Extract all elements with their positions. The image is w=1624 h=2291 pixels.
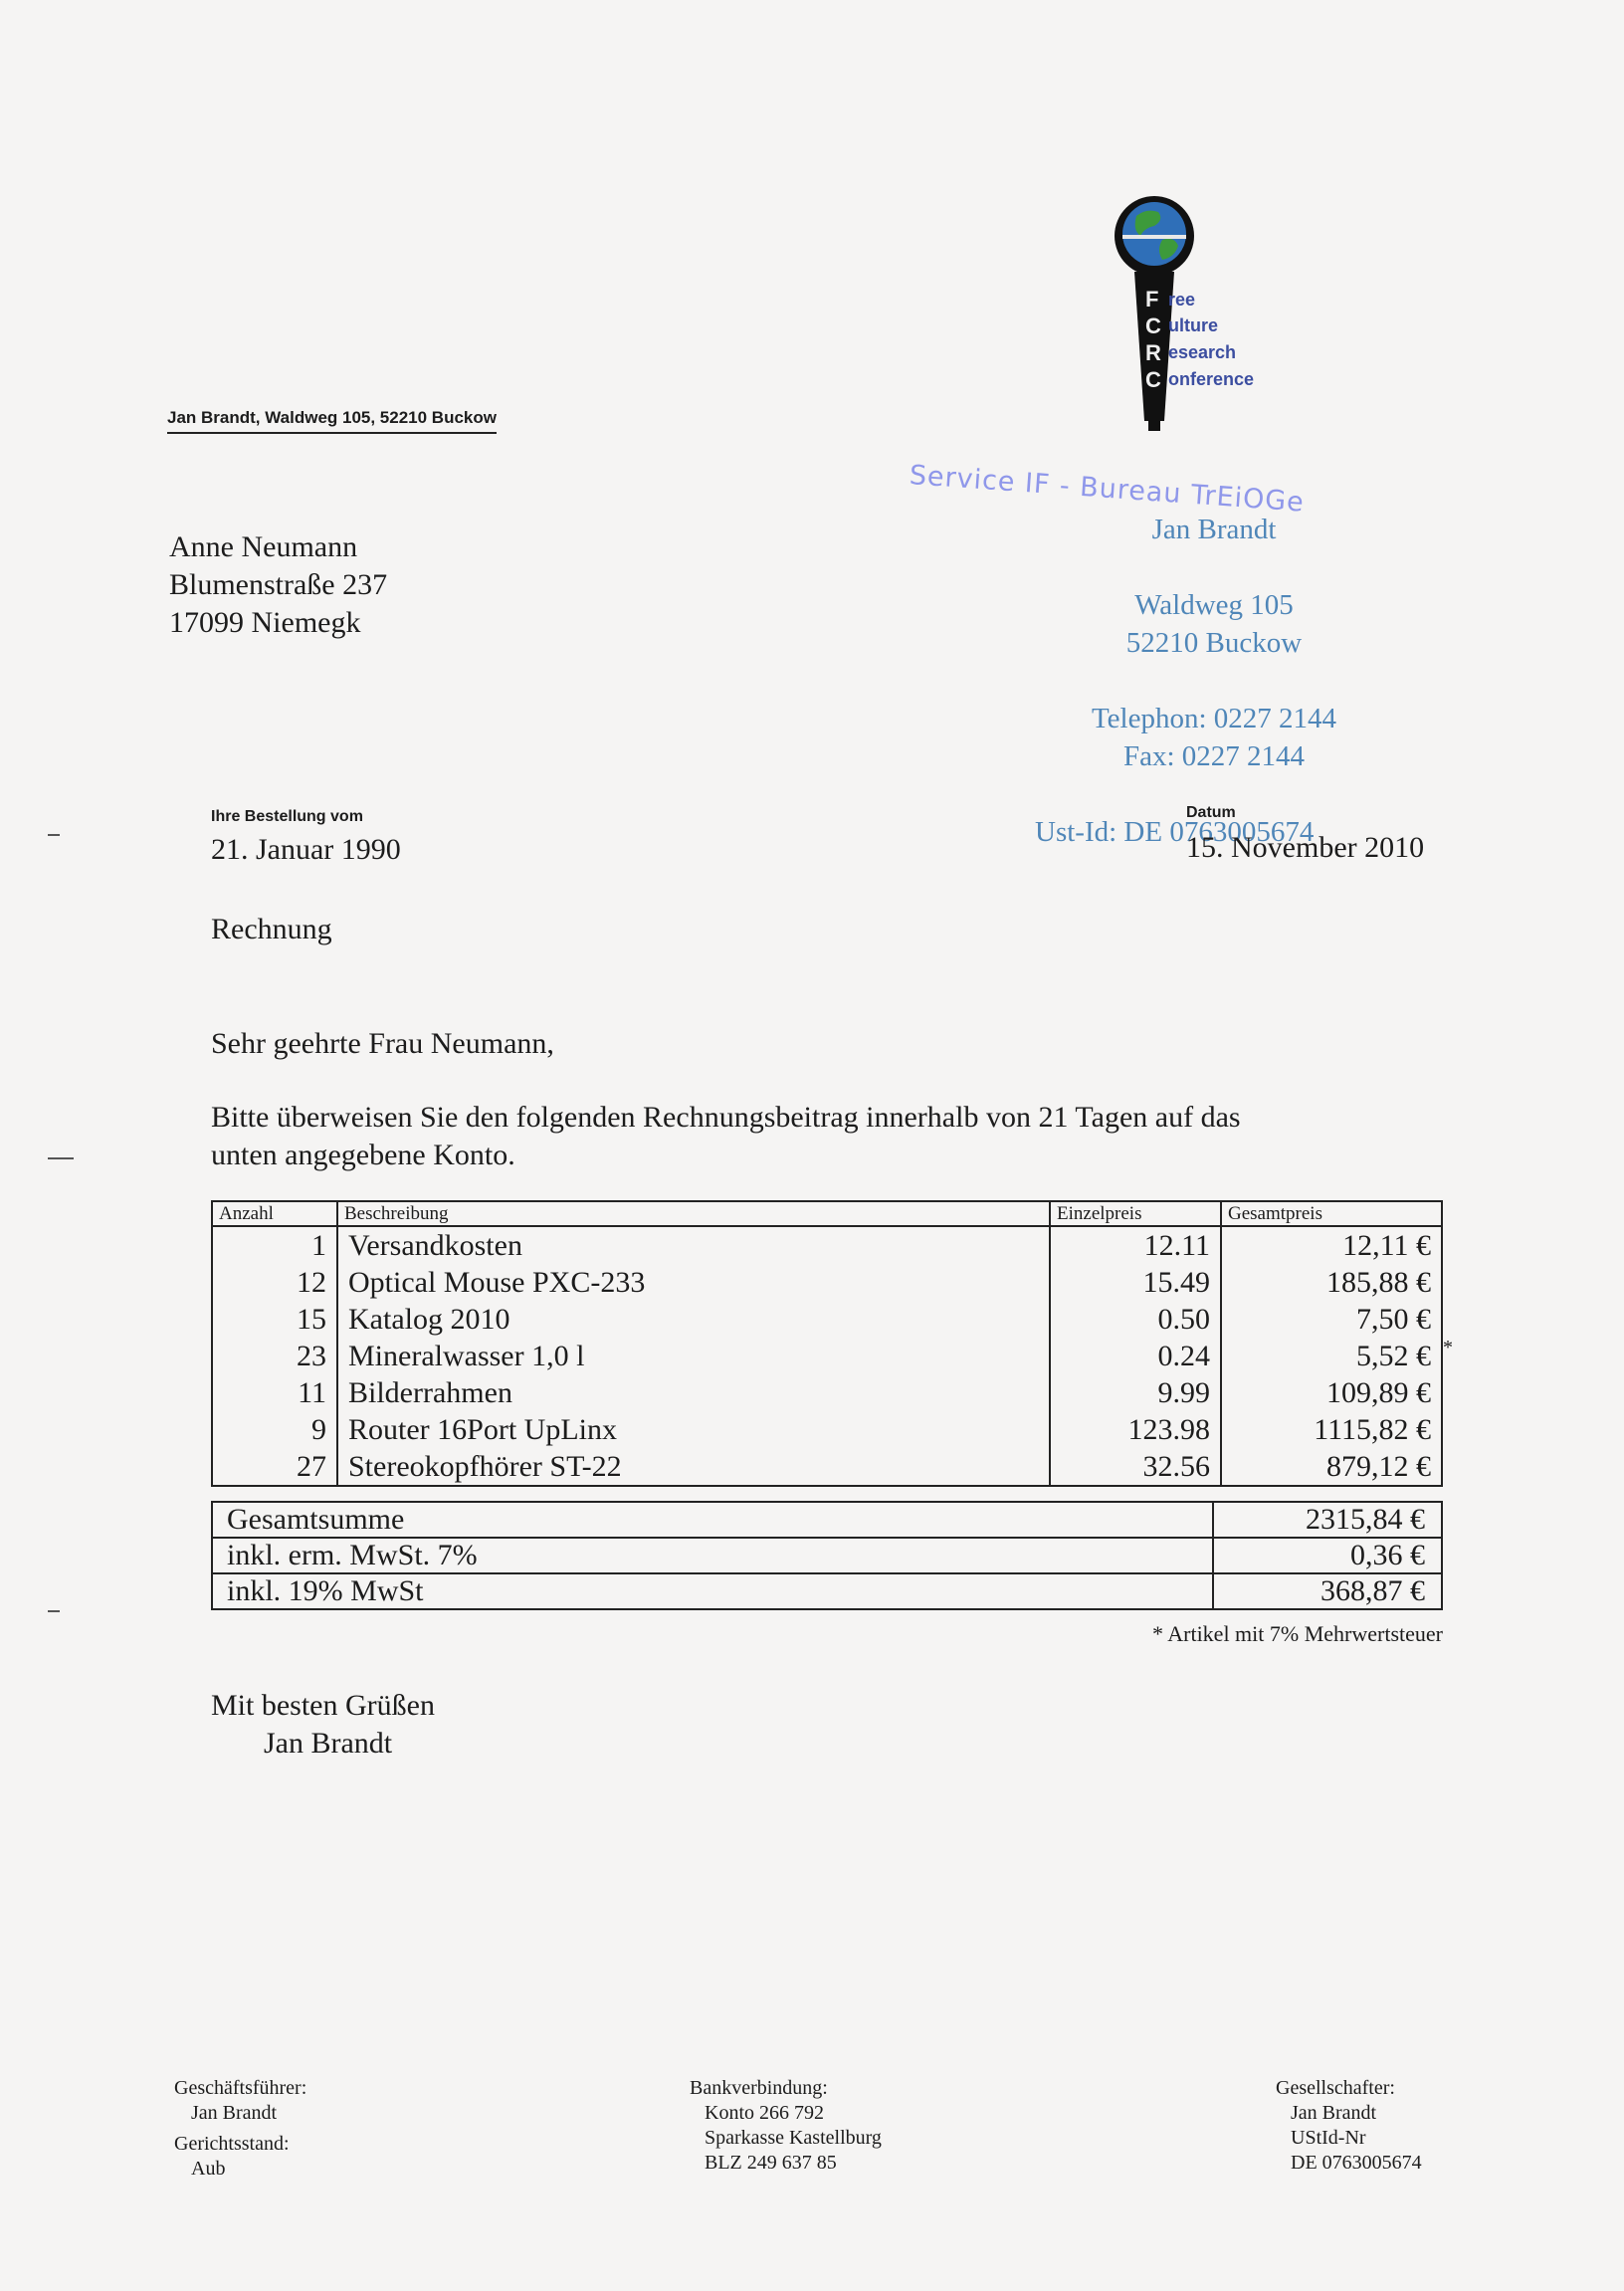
row-total-price: 7,50 €	[1221, 1301, 1442, 1338]
vat19-row	[212, 1573, 1442, 1609]
row-unit-price: 32.56	[1050, 1448, 1221, 1486]
invoice-date-label: Datum	[1186, 804, 1236, 821]
row-qty: 11	[212, 1374, 337, 1411]
row-qty: 15	[212, 1301, 337, 1338]
sender-phone: Telephon: 0227 2144	[1091, 703, 1337, 734]
row-description: Katalog 2010	[337, 1301, 1050, 1338]
total-label: Gesamtsumme	[212, 1502, 1213, 1538]
row-description: Stereokopfhörer ST-22	[337, 1448, 1050, 1486]
logo-letter-r: R	[1145, 340, 1161, 365]
logo-word-1: ree	[1168, 290, 1196, 310]
vat7-row	[212, 1538, 1442, 1573]
footer-left	[174, 2076, 306, 2182]
logo-letter-f: F	[1145, 287, 1159, 312]
logo-word-3: esearch	[1168, 342, 1237, 362]
row-unit-price: 12.11	[1050, 1226, 1221, 1264]
totals-table	[211, 1501, 1443, 1610]
footer-bank-blz: BLZ 249 637 85	[705, 2152, 837, 2174]
vat7-label: inkl. erm. MwSt. 7%	[212, 1538, 1213, 1573]
vat7-value: 0,36 €	[1213, 1538, 1442, 1573]
table-row	[212, 1448, 1442, 1486]
sender-name: Jan Brandt	[1151, 514, 1277, 545]
row-total-price: 1115,82 €	[1221, 1411, 1442, 1448]
row-unit-price: 0.24	[1050, 1338, 1221, 1374]
row-qty: 12	[212, 1264, 337, 1301]
footer-right	[1276, 2076, 1422, 2176]
footer-ustid-label: UStId-Nr	[1291, 2127, 1366, 2149]
table-body	[212, 1226, 1453, 1486]
fold-mark-bottom	[48, 1610, 60, 1612]
service-stamp: Service IF - Bureau TrEiOGe	[908, 460, 1306, 519]
row-total-price: 185,88 €	[1221, 1264, 1442, 1301]
row-description: Optical Mouse PXC-233	[337, 1264, 1050, 1301]
sender-city: 52210 Buckow	[1125, 627, 1303, 659]
reduced-vat-mark: *	[1443, 1337, 1453, 1358]
recipient-name: Anne Neumann	[169, 530, 358, 563]
closing: Mit besten Grüßen	[211, 1689, 435, 1722]
table-row	[212, 1301, 1442, 1338]
order-date-label: Ihre Bestellung vom	[211, 808, 363, 825]
row-total-price: 5,52 € *	[1221, 1338, 1442, 1374]
footer-bank-name: Sparkasse Kastellburg	[705, 2127, 882, 2149]
invoice-date: 15. November 2010	[1186, 831, 1425, 864]
row-description: Bilderrahmen	[337, 1374, 1050, 1411]
footer-partner-name: Jan Brandt	[1291, 2102, 1377, 2124]
header-description: Beschreibung	[337, 1201, 1050, 1226]
total-value: 2315,84 €	[1213, 1502, 1442, 1538]
table-row	[212, 1264, 1442, 1301]
body-text	[211, 1099, 1241, 1174]
table-row	[212, 1411, 1442, 1448]
body-line-2: unten angegebene Konto.	[211, 1139, 515, 1171]
total-row	[212, 1502, 1442, 1538]
table-row	[212, 1374, 1442, 1411]
header-total-price: Gesamtpreis	[1221, 1201, 1442, 1226]
footer-center	[690, 2076, 882, 2176]
recipient-city: 17099 Niemegk	[169, 606, 361, 639]
order-date: 21. Januar 1990	[211, 833, 401, 866]
vat19-value: 368,87 €	[1213, 1573, 1442, 1609]
sender-street: Waldweg 105	[1134, 589, 1294, 621]
footer-ustid-value: DE 0763005674	[1291, 2152, 1422, 2174]
row-unit-price: 123.98	[1050, 1411, 1221, 1448]
logo-word-4: onference	[1168, 369, 1255, 389]
table-header-row	[212, 1201, 1442, 1226]
logo-word-2: ulture	[1168, 315, 1219, 335]
row-description: Router 16Port UpLinx	[337, 1411, 1050, 1448]
row-qty: 9	[212, 1411, 337, 1448]
fcrc-logo	[1105, 194, 1274, 438]
sender-ustid: Ust-Id: DE 0763005674	[1035, 816, 1315, 848]
subject: Rechnung	[211, 913, 332, 945]
row-total-price: 879,12 €	[1221, 1448, 1442, 1486]
header-unit-price: Einzelpreis	[1050, 1201, 1221, 1226]
footer-partner-label: Gesellschafter:	[1276, 2077, 1395, 2099]
row-unit-price: 9.99	[1050, 1374, 1221, 1411]
invoice-items-table	[211, 1200, 1453, 1487]
row-qty: 1	[212, 1226, 337, 1264]
table-row	[212, 1338, 1442, 1374]
punch-mark	[48, 1157, 74, 1159]
salutation: Sehr geehrte Frau Neumann,	[211, 1027, 554, 1060]
footer-bank-account: Konto 266 792	[705, 2102, 824, 2124]
footer-court-name: Aub	[191, 2158, 226, 2180]
logo-letters	[1145, 286, 1161, 393]
row-description: Versandkosten	[337, 1226, 1050, 1264]
row-description: Mineralwasser 1,0 l	[337, 1338, 1050, 1374]
logo-letter-c2: C	[1145, 367, 1161, 392]
footer-ceo-label: Geschäftsführer:	[174, 2077, 307, 2099]
return-address: Jan Brandt, Waldweg 105, 52210 Buckow	[167, 408, 497, 434]
footer-ceo-name: Jan Brandt	[191, 2102, 278, 2124]
sender-block	[995, 514, 1433, 778]
footer-bank-label: Bankverbindung:	[690, 2077, 828, 2099]
row-unit-price: 15.49	[1050, 1264, 1221, 1301]
header-qty: Anzahl	[212, 1201, 337, 1226]
recipient-street: Blumenstraße 237	[169, 568, 388, 601]
fold-mark-top	[48, 834, 60, 836]
recipient-address	[169, 528, 387, 642]
row-unit-price: 0.50	[1050, 1301, 1221, 1338]
table-row	[212, 1226, 1442, 1264]
row-total-price: 109,89 €	[1221, 1374, 1442, 1411]
footer-court-label: Gerichtsstand:	[174, 2133, 290, 2155]
row-qty: 23	[212, 1338, 337, 1374]
sender-fax: Fax: 0227 2144	[1122, 740, 1306, 772]
row-qty: 27	[212, 1448, 337, 1486]
body-line-1: Bitte überweisen Sie den folgenden Rechnungsbeitrag innerhalb von 21 Tagen auf das	[211, 1101, 1241, 1134]
vat19-label: inkl. 19% MwSt	[212, 1573, 1213, 1609]
closing-signature-name: Jan Brandt	[264, 1727, 393, 1760]
footnote: * Artikel mit 7% Mehrwertsteuer	[1151, 1621, 1443, 1646]
logo-letter-c: C	[1145, 313, 1161, 338]
row-total-price: 12,11 €	[1221, 1226, 1442, 1264]
